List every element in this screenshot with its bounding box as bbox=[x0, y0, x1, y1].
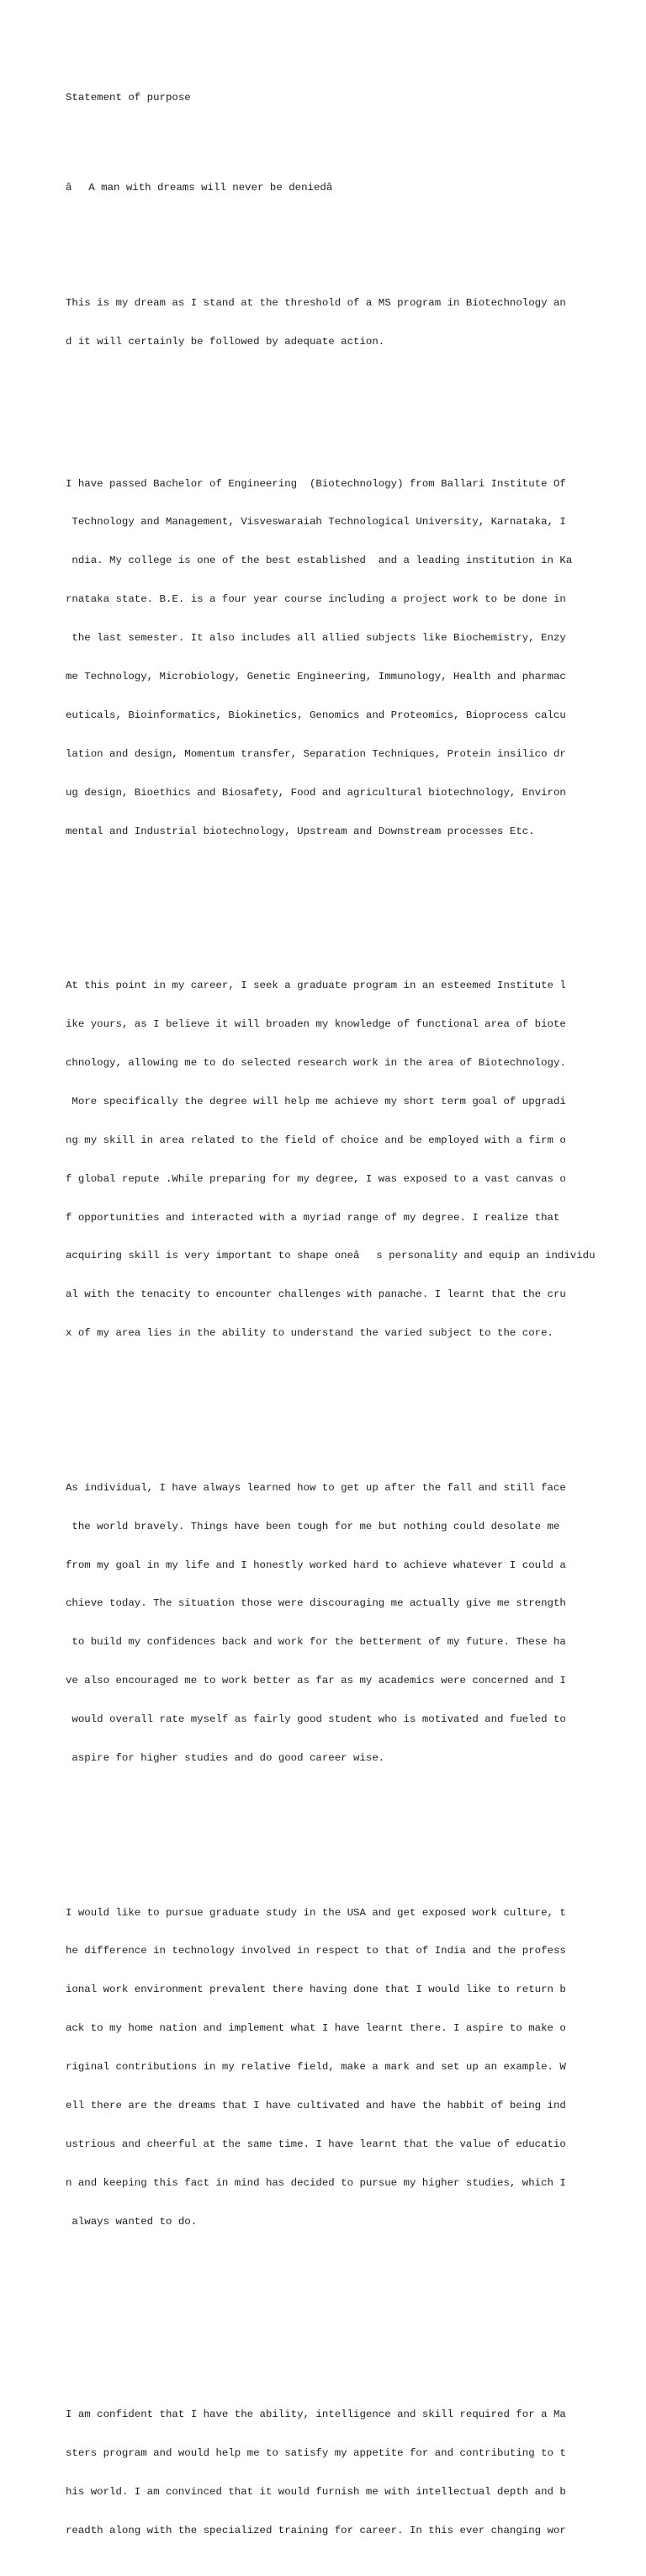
text-line: More specifically the degree will help me achieve my short term goal of upgradi bbox=[66, 1095, 566, 1107]
paragraph-aspirations bbox=[66, 1881, 638, 2255]
text-line: to build my confidences back and work for the betterment of my future. These ha bbox=[66, 1636, 566, 1649]
text-line: from my goal in my life and I honestly worked hard to achieve whatever I could a bbox=[66, 1559, 566, 1571]
text-line: I would like to pursue graduate study in the USA and get exposed work culture, t bbox=[66, 1906, 566, 1919]
text-line: he difference in technology involved in respect to that of India and the profess bbox=[66, 1945, 566, 1957]
text-line: ve also encouraged me to work better as far as my academics were concerned and I bbox=[66, 1675, 566, 1687]
text-line: lation and design, Momentum transfer, Separation Techniques, Protein insilico dr bbox=[66, 747, 566, 760]
text-line: This is my dream as I stand at the threshold of a MS program in Biotechnology an bbox=[66, 297, 566, 310]
text-line: chnology, allowing me to do selected research work in the area of Biotechnology. bbox=[66, 1056, 566, 1069]
spacer bbox=[66, 2280, 638, 2345]
spacer bbox=[66, 130, 638, 156]
text-line: d it will certainly be followed by adequate action. bbox=[66, 336, 385, 348]
spacer bbox=[66, 220, 638, 233]
text-line: euticals, Bioinformatics, Biokinetics, Genomics and Proteomics, Bioprocess calcu bbox=[66, 709, 566, 721]
paragraph-education bbox=[66, 452, 638, 864]
text-line: ndia. My college is one of the best established and a leading institution in Ka bbox=[66, 555, 573, 567]
text-line: his world. I am convinced that it would furnish me with intellectual depth and b bbox=[66, 2485, 566, 2498]
text-line: ustrious and cheerful at the same time. I have learnt that the value of educatio bbox=[66, 2138, 566, 2150]
text-line: n and keeping this fact in mind has decided to pursue my higher studies, which I bbox=[66, 2176, 566, 2189]
opening-quote: âA man with dreams will never be deniedâ bbox=[66, 181, 350, 194]
text-line: readth along with the specialized training for career. In this ever changing wor bbox=[66, 2524, 566, 2536]
text-line: ional work environment prevalent there having done that I would like to return b bbox=[66, 1984, 566, 1996]
text-line: I have passed Bachelor of Engineering (Biotechnology) from Ballari Institute Of bbox=[66, 477, 566, 490]
text-line: rnataka state. B.E. is a four year course including a project work to be done in bbox=[66, 593, 566, 606]
text-line: would overall rate myself as fairly good student who is motivated and fueled to bbox=[66, 1713, 566, 1726]
text-line: me Technology, Microbiology, Genetic Engineering, Immunology, Health and pharmac bbox=[66, 671, 566, 683]
text-line: ike yours, as I believe it will broaden my knowledge of functional area of biote bbox=[66, 1018, 566, 1031]
text-line: aspire for higher studies and do good career wise. bbox=[66, 1751, 385, 1764]
spacer bbox=[66, 401, 638, 413]
text-line: f opportunities and interacted with a myriad range of my degree. I realize that bbox=[66, 1211, 560, 1224]
text-line: mental and Industrial biotechnology, Upstream and Downstream processes Etc. bbox=[66, 825, 535, 837]
text-line: ell there are the dreams that I have cultivated and have the habbit of being ind bbox=[66, 2100, 566, 2111]
spacer bbox=[66, 1816, 638, 1842]
paragraph-conclusion bbox=[66, 2383, 638, 2563]
paragraph-personal bbox=[66, 1456, 638, 1791]
text-line: As individual, I have always learned how to get up after the fall and still face bbox=[66, 1481, 566, 1494]
text-line: sters program and would help me to satisfy my appetite for and contributing to t bbox=[66, 2447, 566, 2460]
text-line: x of my area lies in the ability to understand the varied subject to the core. bbox=[66, 1327, 553, 1340]
text-line: the last semester. It also includes all allied subjects like Biochemistry, Enzy bbox=[66, 632, 566, 645]
text-line: f global repute .While preparing for my degree, I was exposed to a vast canvas o bbox=[66, 1172, 566, 1185]
text-line: al with the tenacity to encounter challenges with panache. I learnt that the cru bbox=[66, 1288, 566, 1301]
paragraph-career-goals bbox=[66, 954, 638, 1367]
text-line: the world bravely. Things have been tough for me but nothing could desolate me bbox=[66, 1520, 560, 1532]
document-body bbox=[66, 66, 638, 2576]
spacer bbox=[66, 1392, 638, 1418]
text-line: chieve today. The situation those were discouraging me actually give me strength bbox=[66, 1597, 566, 1610]
paragraph-intro bbox=[66, 272, 638, 374]
text-line: ng my skill in area related to the field of choice and be employed with a firm o bbox=[66, 1134, 566, 1146]
text-line: always wanted to do. bbox=[66, 2215, 198, 2228]
text-line: ack to my home nation and implement what I have learnt there. I aspire to make o bbox=[66, 2022, 566, 2035]
text-line: riginal contributions in my relative field, make a mark and set up an example. W bbox=[66, 2061, 566, 2074]
text-line: I am confident that I have the ability, intelligence and skill required for a Ma bbox=[66, 2409, 566, 2421]
document-title: Statement of purpose bbox=[66, 91, 191, 104]
text-line: At this point in my career, I seek a graduate program in an esteemed Institute l bbox=[66, 980, 566, 992]
spacer bbox=[66, 890, 638, 916]
text-line: acquiring skill is very important to shape oneâs personality and equip an individu bbox=[66, 1250, 596, 1262]
text-line: ug design, Bioethics and Biosafety, Food and agricultural biotechnology, Environ bbox=[66, 786, 566, 799]
text-line: Technology and Management, Visveswaraiah Technological University, Karnataka, I bbox=[66, 516, 566, 528]
